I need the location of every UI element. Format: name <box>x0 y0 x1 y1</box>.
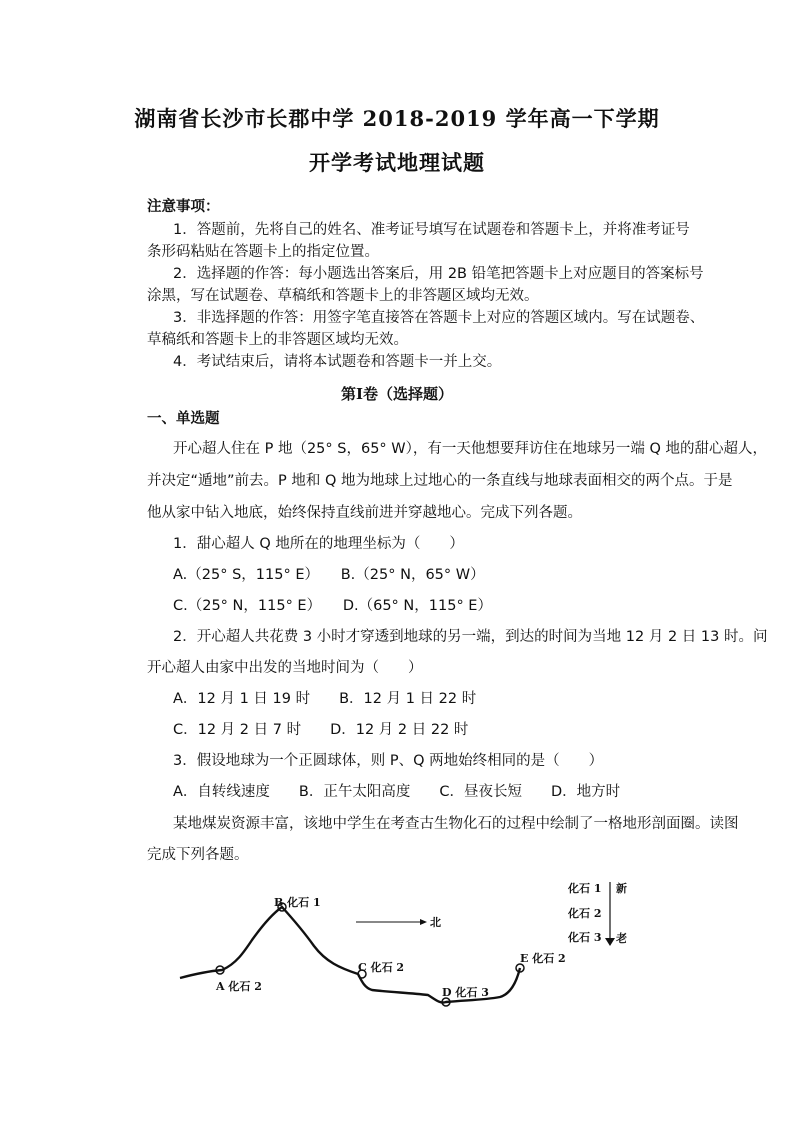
notice-item-3a: 3．非选择题的作答：用签字笔直接答在答题卡上对应的答题区域内。写在试题卷、 <box>173 310 705 326</box>
label-c: C 化石 2 <box>358 961 405 974</box>
notice-heading: 注意事项： <box>147 199 220 215</box>
q3-options: A．自转线速度 B．正午太阳高度 C．昼夜长短 D．地方时 <box>173 784 621 800</box>
q1-options-cd: C.（25° N，115° E） D.（65° N，115° E） <box>173 598 492 614</box>
notice-item-1b: 条形码粘贴在答题卡上的指定位置。 <box>147 244 379 260</box>
q2-options-cd: C．12 月 2 日 7 时 D．12 月 2 日 22 时 <box>173 722 469 738</box>
legend-fossil-3: 化石 3 <box>568 931 602 944</box>
label-e: E 化石 2 <box>520 952 566 965</box>
notice-item-4: 4．考试结束后，请将本试题卷和答题卡一并上交。 <box>173 354 502 370</box>
legend-new-label: 新 <box>616 882 627 895</box>
legend-fossil-2: 化石 2 <box>568 907 602 920</box>
north-arrowhead <box>420 919 427 925</box>
q3-stem: 3．假设地球为一个正圆球体，则 P、Q 两地始终相同的是（ ） <box>173 753 604 769</box>
passage2-line1: 某地煤炭资源丰富，该地中学生在考查古生物化石的过程中绘制了一格地形剖面圈。读图 <box>173 816 739 832</box>
part-title: 一、单选题 <box>147 411 220 427</box>
paper-title-line2: 开学考试地理试题 <box>309 150 485 175</box>
legend-age-arrowhead <box>605 938 615 946</box>
legend-old-label: 老 <box>616 932 627 945</box>
passage1-line3: 他从家中钻入地底，始终保持直线前进并穿越地心。完成下列各题。 <box>147 505 582 521</box>
label-d: D 化石 3 <box>442 986 489 999</box>
q1-stem: 1．甜心超人 Q 地所在的地理坐标为（ ） <box>173 536 464 552</box>
terrain-profile-figure <box>0 870 794 1030</box>
north-label: 北 <box>430 916 441 929</box>
notice-item-1a: 1．答题前，先将自己的姓名、准考证号填写在试题卷和答题卡上，并将准考证号 <box>173 222 690 238</box>
passage1-line2: 并决定“遁地”前去。P 地和 Q 地为地球上过地心的一条直线与地球表面相交的两个点。于是 <box>147 473 733 489</box>
notice-item-3b: 草稿纸和答题卡上的非答题区域均无效。 <box>147 332 408 348</box>
passage2-line2: 完成下列各题。 <box>147 847 249 863</box>
notice-item-2a: 2．选择题的作答：每小题选出答案后，用 2B 铅笔把答题卡上对应题目的答案标号 <box>173 266 704 282</box>
passage1-line1: 开心超人住在 P 地（25° S，65° W），有一天他想要拜访住在地球另一端 Q 地的甜心超人， <box>173 441 768 457</box>
q2-stem-line2: 开心超人由家中出发的当地时间为（ ） <box>147 660 423 676</box>
label-b: B 化石 1 <box>274 896 321 909</box>
q2-options-ab: A．12 月 1 日 19 时 B．12 月 1 日 22 时 <box>173 691 477 707</box>
section-title: 第Ⅰ卷（选择题） <box>340 385 454 403</box>
q2-stem-line1: 2．开心超人共花费 3 小时才穿透到地球的另一端，到达的时间为当地 12 月 2 日 13 时。问 <box>173 629 768 645</box>
notice-item-2b: 涂黑，写在试题卷、草稿纸和答题卡上的非答题区域均无效。 <box>147 288 539 304</box>
q1-options-ab: A.（25° S，115° E） B.（25° N，65° W） <box>173 567 485 583</box>
legend-fossil-1: 化石 1 <box>568 882 602 895</box>
paper-title-line1: 湖南省长沙市长郡中学 2018-2019 学年高一下学期 <box>134 106 660 131</box>
label-a: A 化石 2 <box>216 980 262 993</box>
